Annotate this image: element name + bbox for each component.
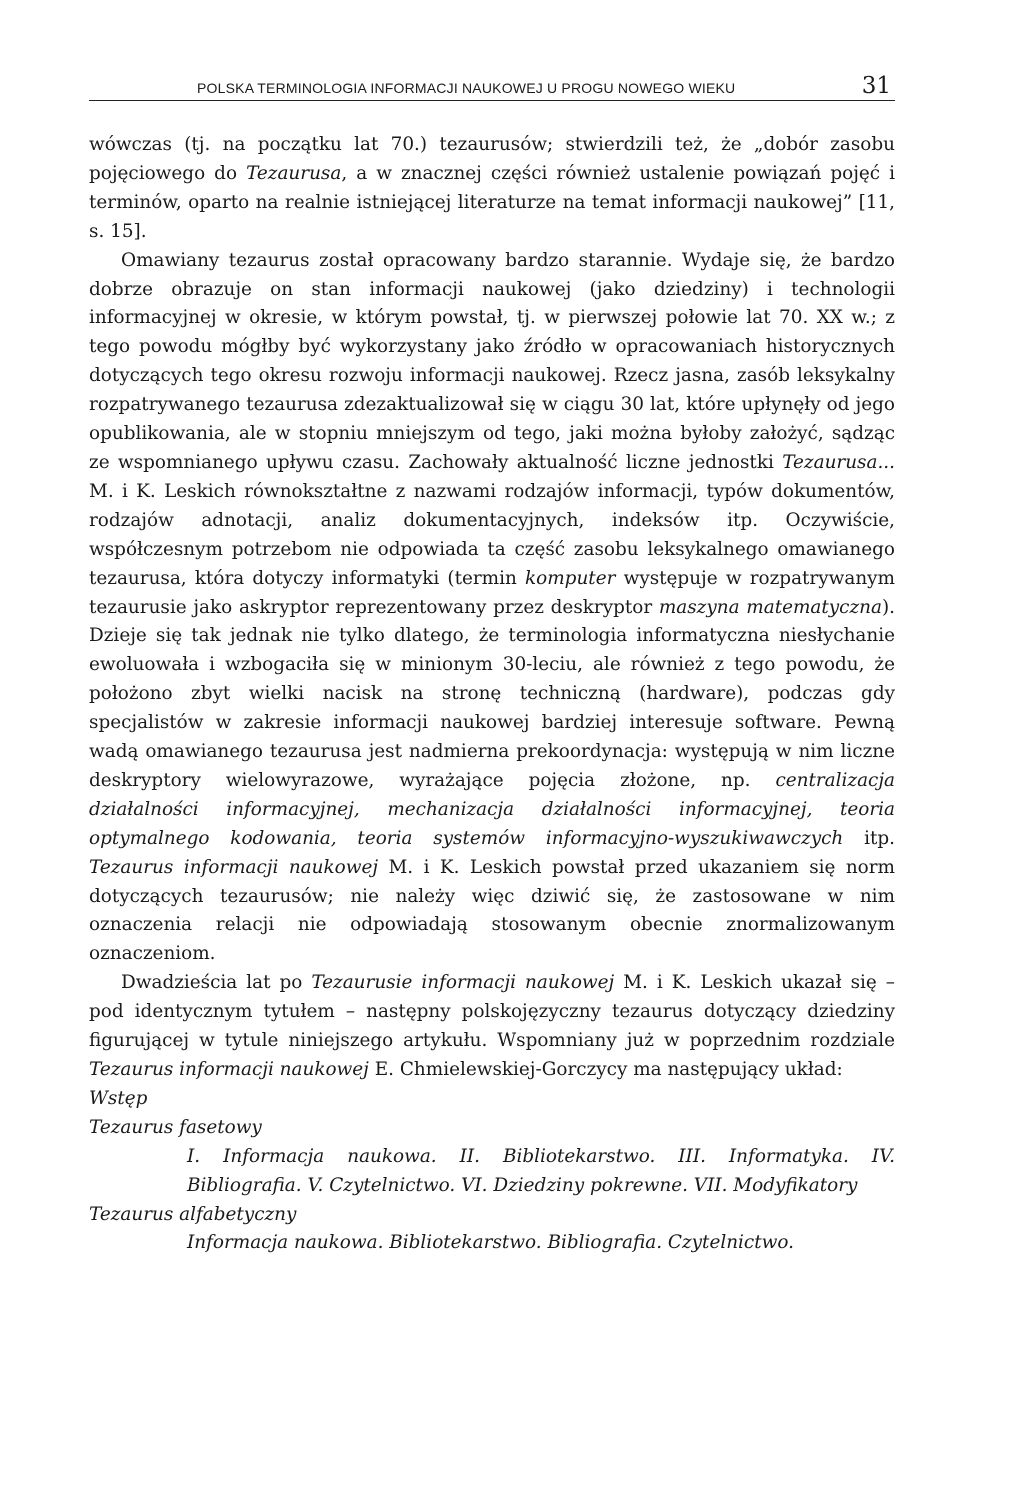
text-run: itp. xyxy=(843,827,895,849)
italic-run: maszyna matematyczna xyxy=(658,596,882,618)
text-run: , a w znacznej części również ustalenie powiązań pojęć i terminów, oparto na realnie istniejącej literaturze na temat informacji naukowej” [11, s. 15]. xyxy=(89,162,895,242)
italic-run: Tezaurusa... xyxy=(782,451,895,473)
running-title: POLSKA TERMINOLOGIA INFORMACJI NAUKOWEJ U PROGU NOWEGO WIEKU xyxy=(197,80,736,96)
text-run: ). Dzieje się tak jednak nie tylko dlatego, że terminologia informatyczna niesłychanie ewoluowała i wzbogaciła się w minionym 30-leciu, ale również z tego powodu, że położono zbyt wielki nacisk na stronę techniczną (hardware), podczas gdy specjalistów w zakresie informacji naukowej bardziej interesuje software. Pewną wadą omawianego tezaurusa jest nadmierna prekoordynacja: występują w nim liczne deskryptory wielowyrazowe, wyrażające pojęcia złożone, np. xyxy=(89,596,895,791)
italic-run: Tezaurus informacji naukowej xyxy=(89,856,379,878)
text-run: wówczas (tj. na początku lat 70.) tezaurusów; stwierdzili też, że „dobór zasobu pojęciowego do xyxy=(89,134,895,184)
text-run: M. i K. Leskich powstał przed ukazaniem się norm dotyczących tezaurusów; nie należy więc dziwić się, że zastosowane w nim oznaczenia relacji nie odpowiadają stosowanym obecnie znormalizowanym oznaczeniom. xyxy=(89,856,895,965)
running-header xyxy=(89,68,895,101)
italic-run: Tezaurusie informacji naukowej xyxy=(311,972,615,994)
text-run: M. i K. Leskich ukazał się – pod identycznym tytułem – następny polskojęzyczny tezaurus dotyczący dziedziny figurującej w tytule niniejszego artykułu. Wspomniany już w poprzednim rozdziale xyxy=(89,972,895,1052)
italic-run: Tezaurusa xyxy=(246,162,342,184)
page-number: 31 xyxy=(861,73,891,99)
outline-tezaurus-alfabetyczny: Tezaurus alfabetyczny xyxy=(89,1203,297,1225)
paragraph-3 xyxy=(89,969,895,1085)
text-run: Dwadzieścia lat po xyxy=(121,972,312,994)
paragraph-1 xyxy=(89,131,895,247)
text-run: E. Chmielewskiej-Gorczycy ma następujący układ: xyxy=(368,1059,843,1080)
body-text xyxy=(89,131,895,1258)
italic-run: centralizacja działalności informacyjnej, mechanizacja działalności informacyjnej, teoria optymalnego kodowania, teoria systemów informacyjno-wyszukiwawczych xyxy=(89,769,895,849)
outline-alfabetyczny-items: Informacja naukowa. Bibliotekarstwo. Bibliografia. Czytelnictwo. xyxy=(187,1232,794,1254)
text-run: Omawiany tezaurus został opracowany bardzo starannie. Wydaje się, że bardzo dobrze obrazuje on stan informacji naukowej (jako dziedziny) i technologii informacyjnej w okresie, w którym powstał, tj. w pierwszej połowie lat 70. XX w.; z tego powodu mógłby być wykorzystany jako źródło w opracowaniach historycznych dotyczących tego okresu rozwoju informacji naukowej. Rzecz jasna, zasób leksykalny rozpatrywanego tezaurusa zdezaktualizował się w ciągu 30 lat, które upłynęły od jego opublikowania, ale w stopniu mniejszym od tego, jaki można byłoby założyć, sądząc ze wspomnianego upływu czasu. Zachowały aktualność liczne jednostki xyxy=(89,249,895,473)
text-run: M. i K. Leskich równokształtne z nazwami rodzajów informacji, typów dokumentów, rodzajów adnotacji, analiz dokumentacyjnych, indeksów itp. Oczywiście, współczesnym potrzebom nie odpowiada ta część zasobu leksykalnego omawianego tezaurusa, która dotyczy informatyki (termin xyxy=(89,480,895,589)
outline-wstep: Wstęp xyxy=(89,1087,148,1109)
outline-tezaurus-fasetowy: Tezaurus fasetowy xyxy=(89,1116,262,1138)
italic-run: Tezaurus informacji naukowej xyxy=(89,1059,369,1080)
italic-run: komputer xyxy=(525,567,616,589)
paragraph-2 xyxy=(89,247,895,970)
text-run: występuje w rozpatrywanym tezaurusie jako askryptor reprezentowany przez deskryptor xyxy=(89,567,895,618)
outline-fasetowy-items: I. Informacja naukowa. II. Bibliotekarstwo. III. Informatyka. IV. Bibliografia. V. Czytelnictwo. VI. Dziedziny pokrewne. VII. Modyfikatory xyxy=(187,1145,895,1196)
